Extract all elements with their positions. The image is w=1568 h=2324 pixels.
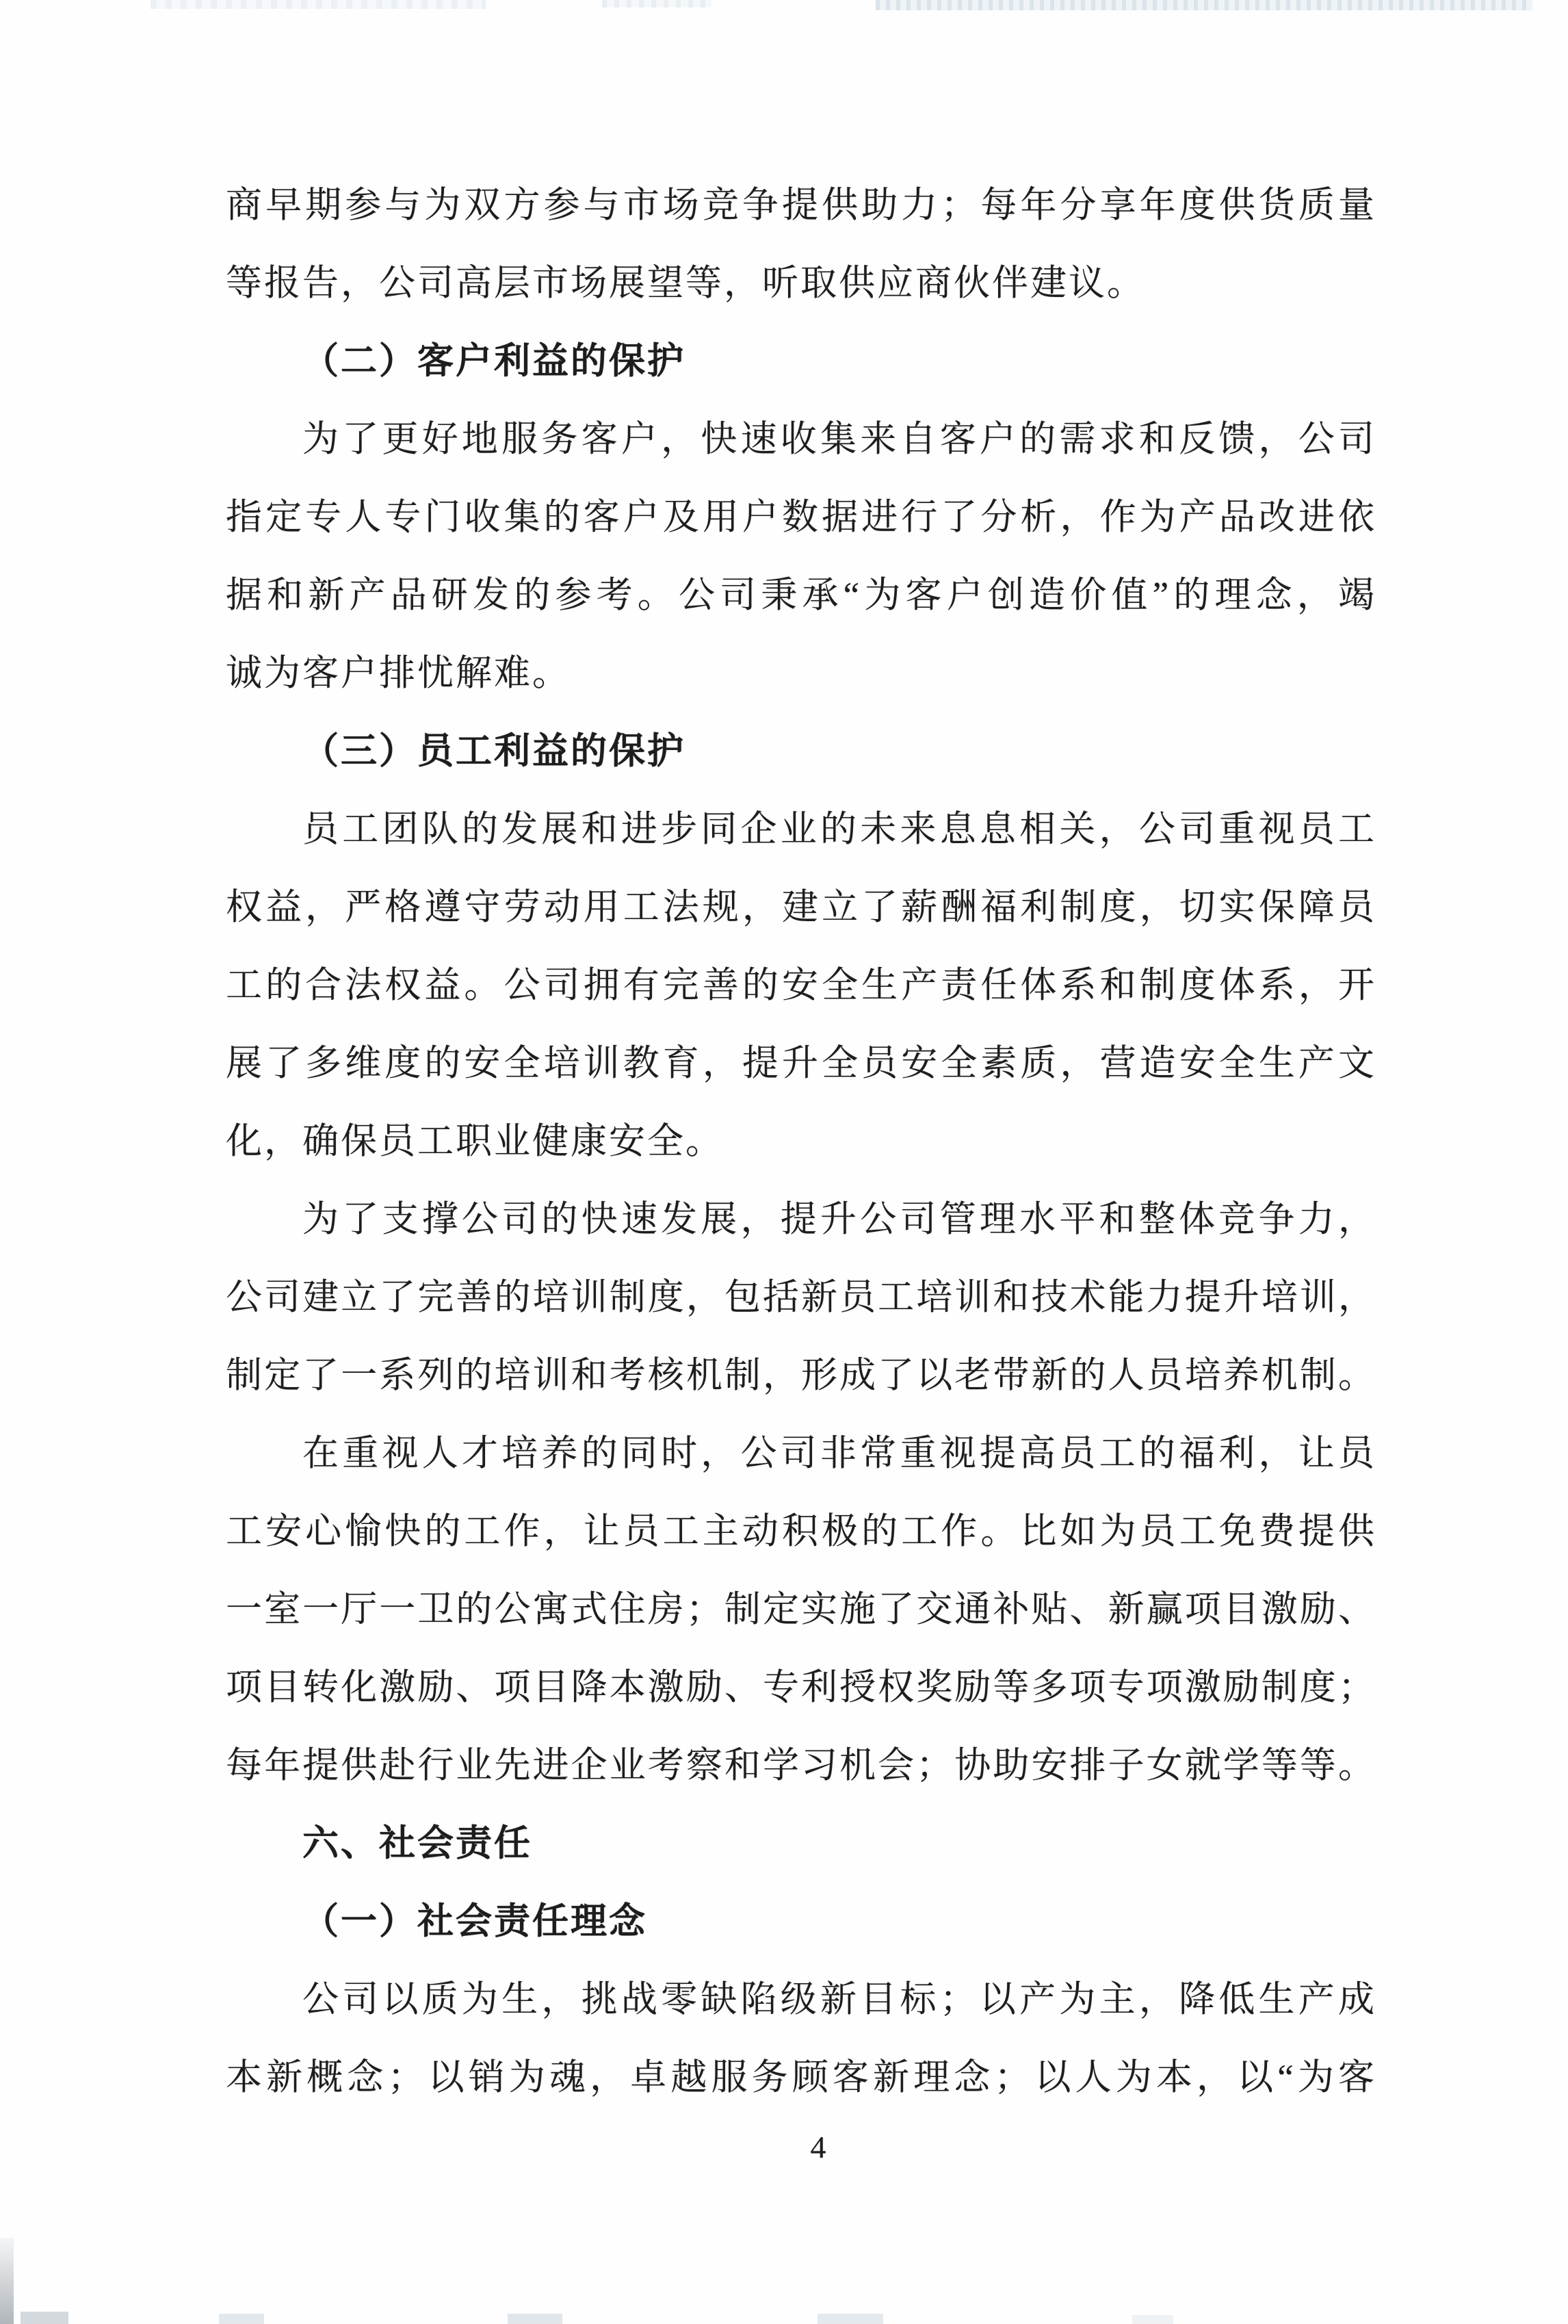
scan-artifact-bottom — [818, 2314, 883, 2324]
text-line: 项目转化激励、项目降本激励、专利授权奖励等多项专项激励制度； — [226, 1668, 1376, 1707]
text-line: 商早期参与为双方参与市场竞争提供助力；每年分享年度供货质量 — [226, 185, 1376, 225]
text-line: 诚为客户排忧解难。 — [226, 654, 571, 693]
text-line: 公司建立了完善的培训制度，包括新员工培训和技术能力提升培训， — [226, 1278, 1376, 1317]
scan-artifact-bottom — [508, 2314, 562, 2324]
text-line: 本新概念；以销为魂，卓越服务顾客新理念；以人为本，以“为客 — [226, 2058, 1376, 2097]
scan-artifact-top — [876, 0, 1532, 10]
text-line: 为了支撑公司的快速发展，提升公司管理水平和整体竞争力， — [302, 1200, 1376, 1239]
scan-artifact-bottom — [21, 2312, 68, 2324]
text-line: 员工团队的发展和进步同企业的未来息息相关，公司重视员工 — [302, 810, 1376, 849]
text-line: 在重视人才培养的同时，公司非常重视提高员工的福利，让员 — [302, 1434, 1376, 1473]
text-line: 化，确保员工职业健康安全。 — [226, 1122, 724, 1161]
text-line: 权益，严格遵守劳动用工法规，建立了薪酬福利制度，切实保障员 — [226, 888, 1376, 927]
section-heading: 六、社会责任 — [302, 1824, 532, 1863]
text-line: 等报告，公司高层市场展望等，听取供应商伙伴建议。 — [226, 263, 1145, 303]
document-body — [226, 166, 1376, 2117]
text-line: 一室一厅一卫的公寓式住房；制定实施了交通补贴、新赢项目激励、 — [226, 1590, 1376, 1629]
scan-artifact-top — [151, 0, 486, 9]
scan-artifact-top — [602, 0, 711, 8]
text-line: 工安心愉快的工作，让员工主动积极的工作。比如为员工免费提供 — [226, 1512, 1376, 1551]
text-line: 展了多维度的安全培训教育，提升全员安全素质，营造安全生产文 — [226, 1044, 1376, 1083]
section-heading: （二）客户利益的保护 — [302, 341, 685, 381]
page-number: 4 — [810, 2130, 826, 2165]
scan-artifact-bottom — [1132, 2315, 1173, 2324]
scan-artifact-bottom — [0, 2238, 14, 2324]
section-heading: （一）社会责任理念 — [302, 1902, 647, 1941]
text-line: 为了更好地服务客户，快速收集来自客户的需求和反馈，公司 — [302, 419, 1376, 459]
text-line: 据和新产品研发的参考。公司秉承“为客户创造价值”的理念，竭 — [226, 576, 1376, 615]
text-line: 公司以质为生，挑战零缺陷级新目标；以产为主，降低生产成 — [302, 1980, 1376, 2019]
text-line: 每年提供赴行业先进企业考察和学习机会；协助安排子女就学等等。 — [226, 1746, 1376, 1785]
text-line: 指定专人专门收集的客户及用户数据进行了分析，作为产品改进依 — [226, 498, 1376, 537]
text-line: 工的合法权益。公司拥有完善的安全生产责任体系和制度体系，开 — [226, 966, 1376, 1005]
section-heading: （三）员工利益的保护 — [302, 732, 685, 771]
scan-artifact-bottom — [219, 2314, 264, 2324]
text-line: 制定了一系列的培训和考核机制，形成了以老带新的人员培养机制。 — [226, 1356, 1376, 1395]
